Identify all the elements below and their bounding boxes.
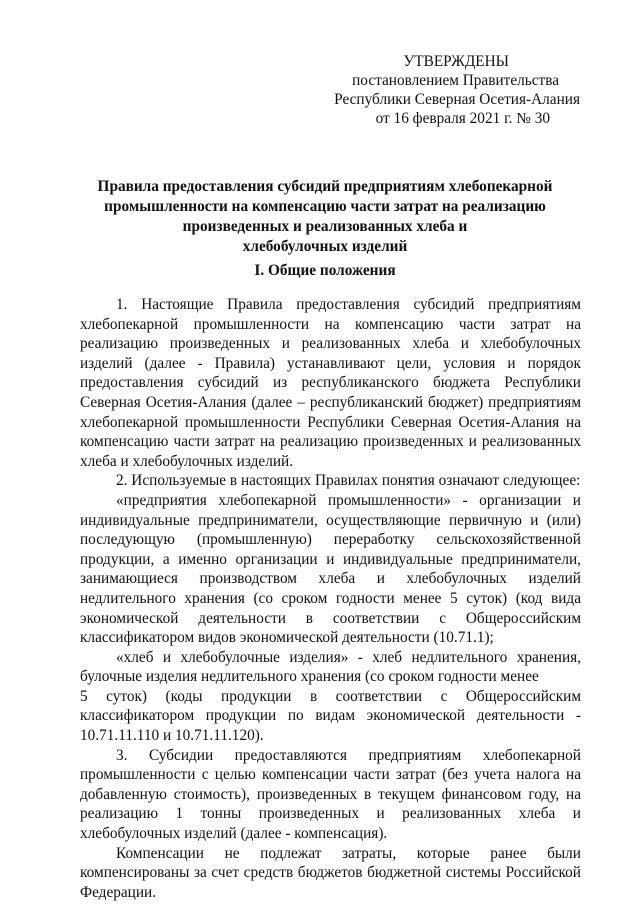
document-body [80,295,581,902]
paragraph-line: хлебопекарной промышленности на компенсацию части затрат на [80,315,581,333]
paragraph-line: добавленную стоимость), произведенных в текущем финансовом году, на [80,785,581,803]
paragraph-line: «предприятия хлебопекарной промышленности» - организации и [116,491,581,509]
title-line: промышленности на компенсацию части затрат на реализацию [104,198,546,215]
paragraph-line: хлебобулочных изделий (далее - компенсация). [80,825,388,843]
paragraph-line: компенсированы за счет средств бюджетов бюджетной системы Российской [80,864,581,882]
paragraph-line: классификатором продукции по видам экономической деятельности - [80,707,581,725]
paragraph-line: предоставления субсидий из республиканского бюджета Республики [80,374,581,392]
paragraph-line: хлеба и хлебобулочных изделий. [80,452,294,470]
paragraph-line: Федерации. [80,883,157,901]
paragraph-line: 10.71.11.110 и 10.71.11.120). [80,727,264,745]
paragraph-line: Компенсации не подлежат затраты, которые ранее были [116,844,581,862]
title-line: хлебобулочных изделий [242,238,408,255]
section-heading: I. Общие положения [254,262,396,279]
title-line: Правила предоставления субсидий предприятиям хлебопекарной [97,178,553,195]
paragraph-line: 5 суток) (коды продукции в соответствии с Общероссийским [80,687,581,705]
paragraph-line: 2. Используемые в настоящих Правилах понятия означают следующее: [116,472,581,490]
approval-block [0,52,640,128]
paragraph-line: промышленности с целью компенсации части затрат (без учета налога на [80,766,581,784]
paragraph-line: 3. Субсидии предоставляются предприятиям хлебопекарной [116,746,581,764]
paragraph-line: Северная Осетия-Алания (далее – республиканский бюджет) предприятиям [80,393,581,411]
paragraph-line: продукции, а именно организации и индивидуальные предприниматели, [80,550,581,568]
paragraph-line: булочные изделия недлительного хранения (со сроком годности менее [80,668,539,686]
title-line: произведенных и реализованных хлеба и [182,218,468,235]
paragraph-line: последующую (промышленную) переработку сельскохозяйственной [80,531,581,549]
approval-heading: УТВЕРЖДЕНЫ [403,53,509,70]
paragraph-line: 1. Настоящие Правила предоставления субсидий предприятиям [116,296,581,313]
approval-date: от 16 февраля 2021 г. № 30 [375,110,550,127]
approval-line: Республики Северная Осетия-Алания [334,91,580,108]
paragraph-line: «хлеб и хлебобулочные изделия» - хлеб недлительного хранения, [116,648,581,666]
paragraph-line: изделий (далее - Правила) устанавливают цели, условия и порядок [80,354,581,372]
paragraph-line: компенсацию части затрат на реализацию произведенных и реализованных [80,433,581,451]
paragraph-line: занимающиеся производством хлеба и хлебобулочных изделий [80,570,581,588]
paragraph-line: реализацию произведенных и реализованных хлеба и хлебобулочных [80,335,581,353]
paragraph-line: индивидуальные предприниматели, осуществляющие первичную и (или) [80,511,581,529]
paragraph-line: реализацию 1 тонны произведенных и реализованных хлеба и [80,805,581,823]
paragraph-line: хлебопекарной промышленности Республики Северная Осетия-Алания на [80,413,581,431]
document-title [60,177,590,257]
paragraph-line: классификатором видов экономической деятельности (10.71.1); [80,629,494,647]
paragraph-line: недлительного хранения (со сроком годности менее 5 суток) (код вида [80,589,581,607]
paragraph-line: экономической деятельности в соответствии с Общероссийским [80,609,581,627]
approval-line: постановлением Правительства [352,72,559,89]
